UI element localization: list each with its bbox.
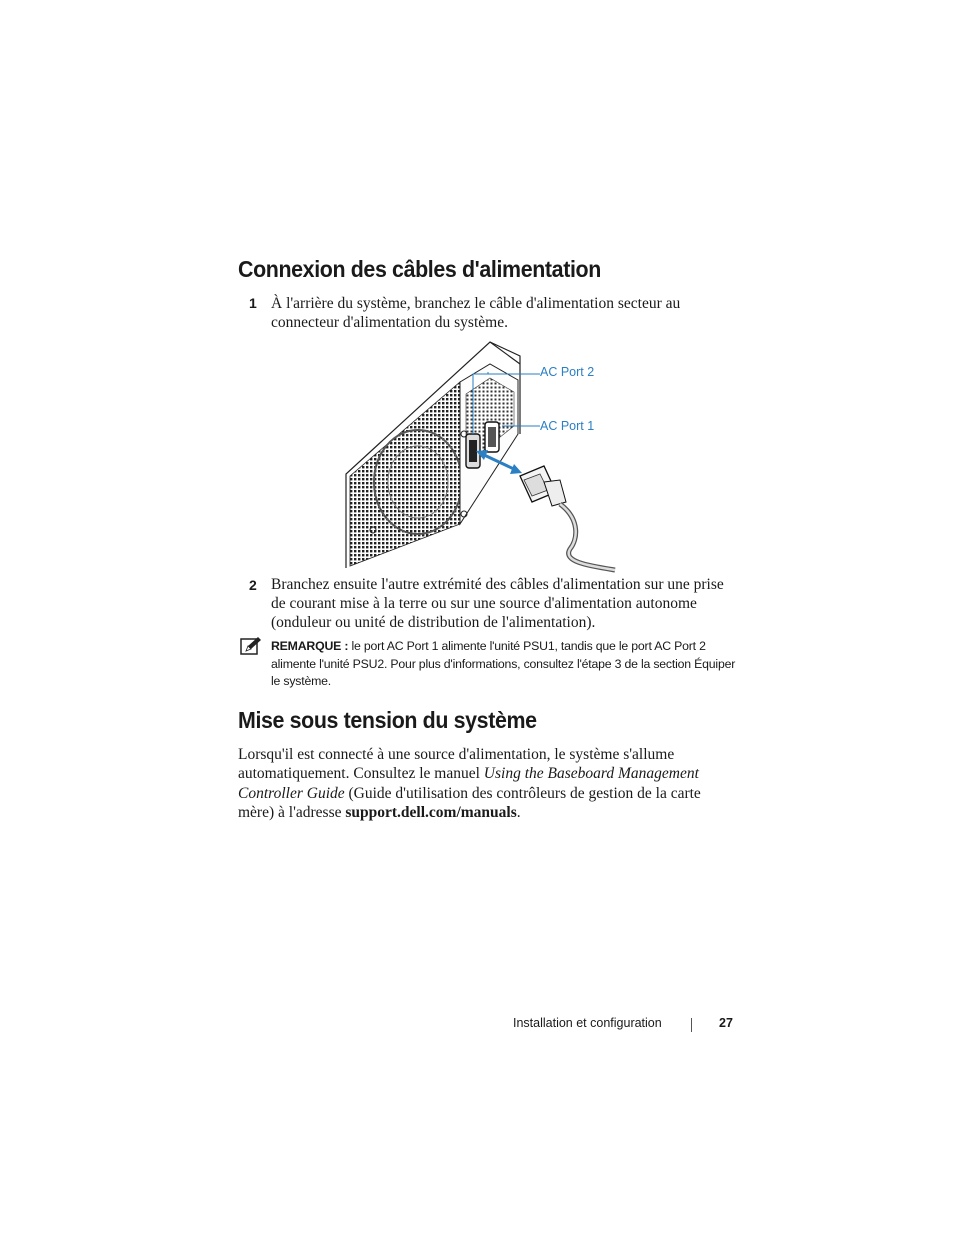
support-url: support.dell.com/manuals: [345, 803, 517, 821]
para-end: .: [516, 803, 521, 821]
step-number-2: 2: [249, 577, 257, 593]
pencil-note-icon: [240, 636, 262, 656]
page-number: 27: [719, 1016, 733, 1030]
callout-ac-port-2: AC Port 2: [540, 365, 595, 379]
step-text-1: À l'arrière du système, branchez le câble d'alimentation secteur au connecteur d'alimentation du système.: [271, 295, 681, 331]
manual-title: Using the Baseboard Management Controller Guide: [238, 765, 699, 802]
para-start: Lorsqu'il est connecté à une source d'alimentation, le système s'allume automatiquement. Consultez le manuel: [238, 746, 675, 783]
step-text-2: Branchez ensuite l'autre extrémité des câbles d'alimentation sur une prise de courant mise à la terre ou sur une source d'alimentation autonome (onduleur ou unité de distribution de l'alimentation).: [271, 576, 724, 631]
section-heading-power-on: Mise sous tension du système: [238, 707, 537, 733]
footer-section-title: Installation et configuration: [513, 1016, 662, 1030]
para-middle: (Guide d'utilisation des contrôleurs de gestion de la carte mère) à l'adresse: [238, 784, 701, 821]
note-block: [271, 638, 741, 691]
step-number-1: 1: [249, 295, 257, 311]
vent-grill: [350, 382, 460, 566]
note-label: REMARQUE :: [271, 639, 349, 653]
note-text: le port AC Port 1 alimente l'unité PSU1, tandis que le port AC Port 2 alimente l'unité PSU2. Pour plus d'informations, consultez l'étape 3 de la section Équiper le système.: [271, 639, 736, 688]
footer-divider: [691, 1018, 692, 1032]
section-heading-power-cables: Connexion des câbles d'alimentation: [238, 256, 601, 282]
callout-ac-port-1: AC Port 1: [540, 419, 595, 433]
power-on-paragraph: [238, 745, 738, 822]
